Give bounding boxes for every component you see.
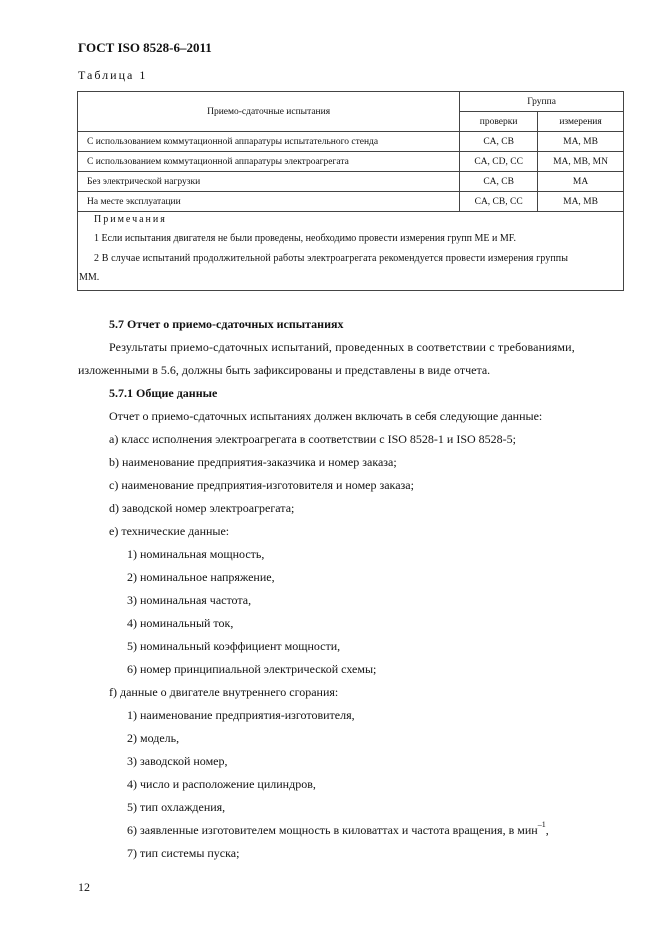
list-item: d) заводской номер электроагрегата;	[109, 501, 295, 515]
table-row	[78, 192, 624, 212]
sub-list-item: 4) число и расположение цилиндров,	[127, 777, 316, 791]
section-5-7-1-intro: Отчет о приемо-сдаточных испытаниях должен включать в себя следующие данные:	[109, 409, 543, 423]
row-name: Без электрической нагрузки	[78, 172, 460, 192]
table-header-group: Группа	[460, 92, 624, 112]
row-check: CA, CB	[460, 172, 538, 192]
table-row	[78, 132, 624, 152]
sub-list-item: 5) тип охлаждения,	[127, 800, 226, 814]
note-2-line1: 2 В случае испытаний продолжительной работы электроагрегата рекомендуется провести измерения группы	[94, 253, 569, 264]
table-subheader-check: проверки	[460, 112, 538, 132]
row-name: С использованием коммутационной аппаратуры испытательного стенда	[78, 132, 460, 152]
row-name: С использованием коммутационной аппаратуры электроагрегата	[78, 152, 460, 172]
section-5-7-para-line1: Результаты приемо-сдаточных испытаний, проведенных в соответствии с требованиями,	[109, 340, 575, 354]
row-measure: MA, MB	[538, 132, 624, 152]
list-item: a) класс исполнения электроагрегата в соответствии с ISO 8528-1 и ISO 8528-5;	[109, 432, 516, 446]
section-5-7-para-line2: изложенными в 5.6, должны быть зафиксированы и представлены в виде отчета.	[78, 363, 491, 377]
list-item: e) технические данные:	[109, 524, 230, 538]
table-header-tests: Приемо-сдаточные испытания	[78, 92, 460, 132]
row-measure: MA	[538, 172, 624, 192]
section-5-7-1-heading: 5.7.1 Общие данные	[109, 386, 218, 400]
sub-list-item: 5) номинальный коэффициент мощности,	[127, 639, 341, 653]
sub-list-item-f6	[127, 820, 549, 838]
page-number: 12	[78, 880, 90, 894]
sub-list-item: 7) тип системы пуска;	[127, 846, 240, 860]
sub-list-item: 4) номинальный ток,	[127, 616, 234, 630]
row-name: На месте эксплуатации	[78, 192, 460, 212]
list-item: f) данные о двигателе внутреннего сгорания:	[109, 685, 339, 699]
sub-list-item: 1) номинальная мощность,	[127, 547, 265, 561]
row-check: CA, CD, CC	[460, 152, 538, 172]
row-measure: MA, MB	[538, 192, 624, 212]
row-check: CA, CB	[460, 132, 538, 152]
notes-title: Примечания	[94, 214, 167, 225]
f6-superscript: –1	[537, 820, 546, 829]
f6-tail: ,	[545, 823, 549, 837]
section-5-7-heading: 5.7 Отчет о приемо-сдаточных испытаниях	[109, 317, 344, 331]
sub-list-item: 2) модель,	[127, 731, 180, 745]
table-row	[78, 172, 624, 192]
sub-list-item: 1) наименование предприятия-изготовителя,	[127, 708, 355, 722]
sub-list-item: 3) номинальная частота,	[127, 593, 252, 607]
note-1: 1 Если испытания двигателя не были проведены, необходимо провести измерения групп ME и MF.	[94, 233, 516, 244]
row-measure: MA, MB, MN	[538, 152, 624, 172]
sub-list-item: 6) номер принципиальной электрической схемы;	[127, 662, 377, 676]
document-header: ГОСТ ISO 8528-6–2011	[78, 40, 212, 55]
acceptance-tests-table	[77, 91, 624, 291]
table-row	[78, 152, 624, 172]
table-notes	[78, 212, 624, 291]
row-check: CA, CB, CC	[460, 192, 538, 212]
list-item: b) наименование предприятия-заказчика и номер заказа;	[109, 455, 397, 469]
table-caption: Таблица 1	[78, 68, 148, 82]
f6-text: 6) заявленные изготовителем мощность в киловаттах и частота вращения, в мин	[127, 823, 538, 837]
sub-list-item: 2) номинальное напряжение,	[127, 570, 275, 584]
note-2-line2: MM.	[79, 272, 100, 283]
list-item: c) наименование предприятия-изготовителя и номер заказа;	[109, 478, 414, 492]
table-subheader-measure: измерения	[538, 112, 624, 132]
sub-list-item: 3) заводской номер,	[127, 754, 228, 768]
